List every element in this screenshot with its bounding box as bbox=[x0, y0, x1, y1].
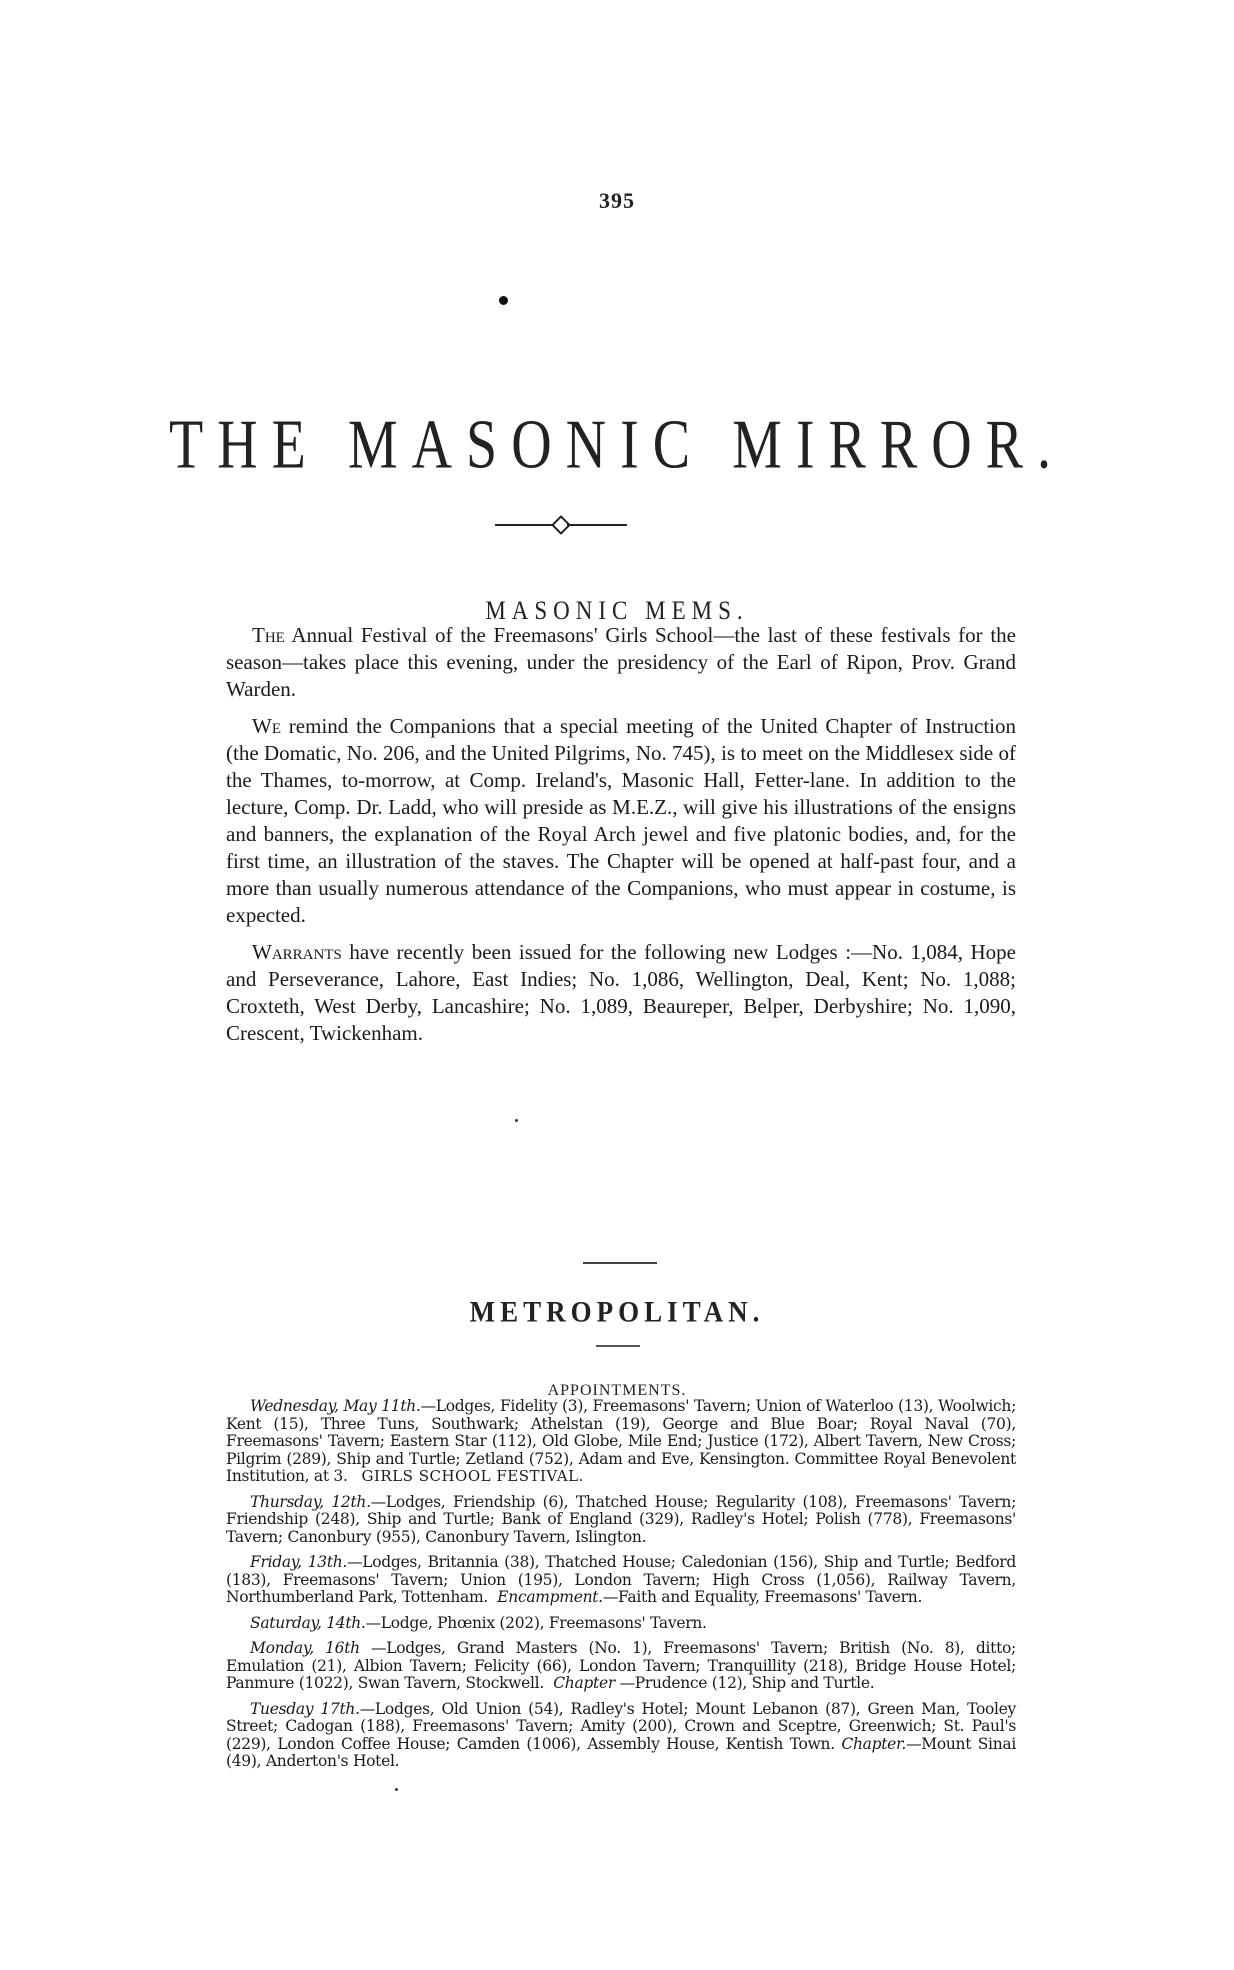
page-number bbox=[0, 188, 1234, 214]
appointment-highlight: GIRLS SCHOOL FESTIVAL. bbox=[361, 1467, 584, 1485]
appointment-entry bbox=[226, 1398, 1016, 1486]
appointment-text: —Lodges, Fidelity (3), Freemasons' Tavern; Union of Waterloo (13), Woolwich; Kent (15), Three Tuns, Southwark; Athelstan (19), George and Blue Boar; Royal Naval (70), Freemasons' Tavern; Eastern Star (112), Old Globe, Mile End; Justice (172), Albert Tavern, New Cross; Pilgrim (289), Ship and Turtle; Zetland (752), Adam and Eve, Kensington. Committee Royal Benevolent Institution, at 3. bbox=[226, 1397, 1016, 1485]
page-number-text: 395 bbox=[599, 188, 635, 213]
appointment-entry bbox=[226, 1494, 1016, 1547]
appointment-day: Saturday, 14th. bbox=[250, 1613, 366, 1632]
para-text: have recently been issued for the following new Lodges :—No. 1,084, Hope and Perseverance, Lahore, East Indies; No. 1,086, Wellington, Deal, Kent; No. 1,088; Croxteth, West Derby, Lancashire; No. 1,089, Beaureper, Belper, Derbyshire; No. 1,090, Crescent, Twickenham. bbox=[226, 940, 1016, 1045]
masonic-mems-body bbox=[226, 622, 1016, 1057]
appointment-text: —Lodges, Grand Masters (No. 1), Freemasons' Tavern; British (No. 8), ditto; Emulation (21), Albion Tavern; Felicity (66), London Tavern; Tranquillity (218), Bridge House Hotel; Panmure (1022), Swan Tavern, Stockwell. bbox=[226, 1639, 1016, 1692]
print-speck bbox=[395, 1788, 398, 1791]
para-lead: We bbox=[252, 714, 281, 738]
ornament-rule bbox=[495, 518, 627, 532]
mems-paragraph bbox=[226, 622, 1016, 703]
appointment-entry bbox=[226, 1640, 1016, 1693]
section-divider bbox=[583, 1262, 657, 1264]
masonic-mems-heading: MASONIC MEMS. bbox=[485, 596, 749, 625]
appointment-subsection-text: —Prudence (12), Ship and Turtle. bbox=[614, 1674, 875, 1692]
mems-paragraph bbox=[226, 713, 1016, 929]
appointment-subsection: Chapter. bbox=[841, 1734, 907, 1753]
appointment-subsection-text: —Mount Sinai (49), Anderton's Hotel. bbox=[226, 1734, 1016, 1770]
appointment-text: —Lodge, Phœnix (202), Freemasons' Tavern. bbox=[365, 1613, 707, 1632]
para-text: Annual Festival of the Freemasons' Girls School—the last of these festivals for the season—takes place this evening, under the presidency of the Earl of Ripon, Prov. Grand Warden. bbox=[226, 623, 1016, 701]
appointment-entry bbox=[226, 1701, 1016, 1771]
appointment-subsection: Chapter bbox=[553, 1674, 615, 1692]
para-lead: The bbox=[252, 623, 285, 647]
appointment-day: Monday, 16th bbox=[250, 1639, 360, 1657]
para-text: remind the Companions that a special meeting of the United Chapter of Instruction (the Domatic, No. 206, and the United Pilgrims, No. 745), is to meet on the Middlesex side of the Thames, to-morrow, at Comp. Ireland's, Masonic Hall, Fetter-lane. In addition to the lecture, Comp. Dr. Ladd, who will preside as M.E.Z., will give his illustrations of the ensigns and banners, the explanation of the Royal Arch jewel and five platonic bodies, and, for the first time, an illustration of the staves. The Chapter will be opened at half-past four, and a more than usually numerous attendance of the Companions, who must appear in costume, is expected. bbox=[226, 714, 1016, 927]
para-lead: Warrants bbox=[252, 940, 342, 964]
ornament-line-right bbox=[567, 524, 627, 526]
mems-paragraph bbox=[226, 939, 1016, 1047]
appointment-day: Wednesday, May 11th. bbox=[250, 1397, 421, 1415]
appointment-subsection-text: —Faith and Equality, Freemasons' Tavern. bbox=[602, 1588, 923, 1606]
printer-dot bbox=[499, 296, 508, 305]
appointment-text: —Lodges, Old Union (54), Radley's Hotel; Mount Lebanon (87), Green Man, Tooley Street; Cadogan (188), Freemasons' Tavern; Amity (200), Crown and Sceptre, Greenwich; St. Paul's (229), London Coffee House; Camden (1006), Assembly House, Kentish Town. bbox=[226, 1699, 1016, 1753]
appointment-entry bbox=[226, 1554, 1016, 1607]
appointment-subsection: Encampment. bbox=[497, 1588, 603, 1606]
metropolitan-heading: METROPOLITAN. bbox=[469, 1295, 765, 1328]
appointment-text: —Lodges, Friendship (6), Thatched House; Regularity (108), Freemasons' Tavern; Friendship (248), Ship and Turtle; Bank of England (329), Radley's Hotel; Polish (778), Freemasons' Tavern; Canonbury (955), Canonbury Tavern, Islington. bbox=[226, 1492, 1016, 1546]
appointment-day: Friday, 13th. bbox=[250, 1553, 348, 1571]
appointment-day: Thursday, 12th. bbox=[250, 1492, 371, 1511]
appointment-entry bbox=[226, 1615, 1016, 1633]
masthead-title: THE MASONIC MIRROR. bbox=[168, 406, 1066, 484]
appointment-text: —Lodges, Britannia (38), Thatched House; Caledonian (156), Ship and Turtle; Bedford (183), Freemasons' Tavern; Union (195), London Tavern; High Cross (1,056), Railway Tavern, Northumberland Park, Tottenham. bbox=[226, 1553, 1016, 1606]
appointments-heading: APPOINTMENTS. bbox=[547, 1382, 687, 1399]
ornament-line-left bbox=[495, 524, 553, 526]
appointments-list bbox=[226, 1398, 1016, 1779]
appointment-day: Tuesday 17th. bbox=[250, 1699, 360, 1718]
heading-underline bbox=[596, 1345, 640, 1347]
print-speck bbox=[515, 1119, 518, 1122]
